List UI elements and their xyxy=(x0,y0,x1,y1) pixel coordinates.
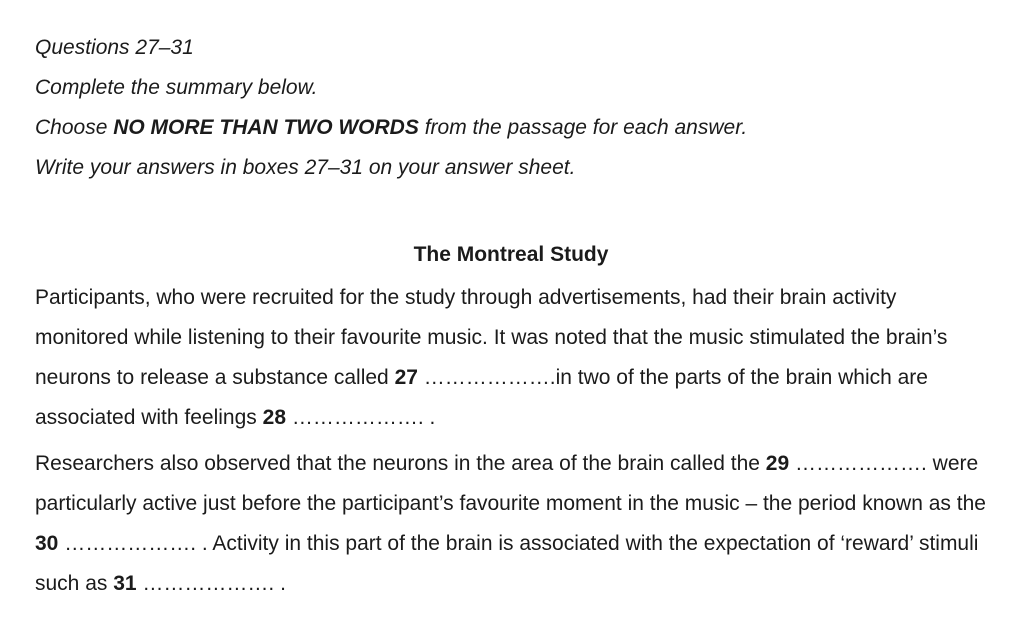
answer-blank-31: ………………. . xyxy=(136,572,286,595)
instruction-word-limit-post: from the passage for each answer. xyxy=(418,116,748,139)
paragraph-2-text-a: Researchers also observed that the neurons in the area of the brain called the xyxy=(35,452,766,475)
instruction-word-limit xyxy=(35,108,1024,148)
question-number-28: 28 xyxy=(262,406,286,429)
summary-title: The Montreal Study xyxy=(413,243,609,266)
question-number-29: 29 xyxy=(765,452,790,475)
instruction-answer-sheet: Write your answers in boxes 27–31 on your answer sheet. xyxy=(35,156,576,179)
question-number-27: 27 xyxy=(394,366,418,389)
answer-blank-29: ………………. were particularly active just before the participant’s favourite moment in the music – the period known as the xyxy=(35,452,986,515)
question-number-30: 30 xyxy=(35,532,59,555)
answer-blank-28: ………………. . xyxy=(286,406,436,429)
instruction-complete-summary: Complete the summary below. xyxy=(35,76,318,99)
instruction-word-limit-pre: Choose xyxy=(35,116,114,139)
instructions-block xyxy=(35,28,1024,188)
questions-range-heading: Questions 27–31 xyxy=(35,36,194,59)
answer-blank-30: ………………. . Activity in this part of the brain is associated with the expectation of ‘reward’ stimuli such as xyxy=(35,532,979,595)
word-limit-emphasis: NO MORE THAN TWO WORDS xyxy=(113,116,419,139)
answer-blank-27: ……………….in two of the parts of the brain which are associated with feelings xyxy=(35,366,928,429)
question-number-31: 31 xyxy=(113,572,137,595)
summary-paragraph-2 xyxy=(35,444,987,604)
summary-paragraph-1 xyxy=(35,278,987,438)
paragraph-1-text-a: Participants, who were recruited for the study through advertisements, had their brain activity monitored while listening to their favourite music. It was noted that the music stimulated the brain’s neurons to release a substance called xyxy=(35,286,948,389)
